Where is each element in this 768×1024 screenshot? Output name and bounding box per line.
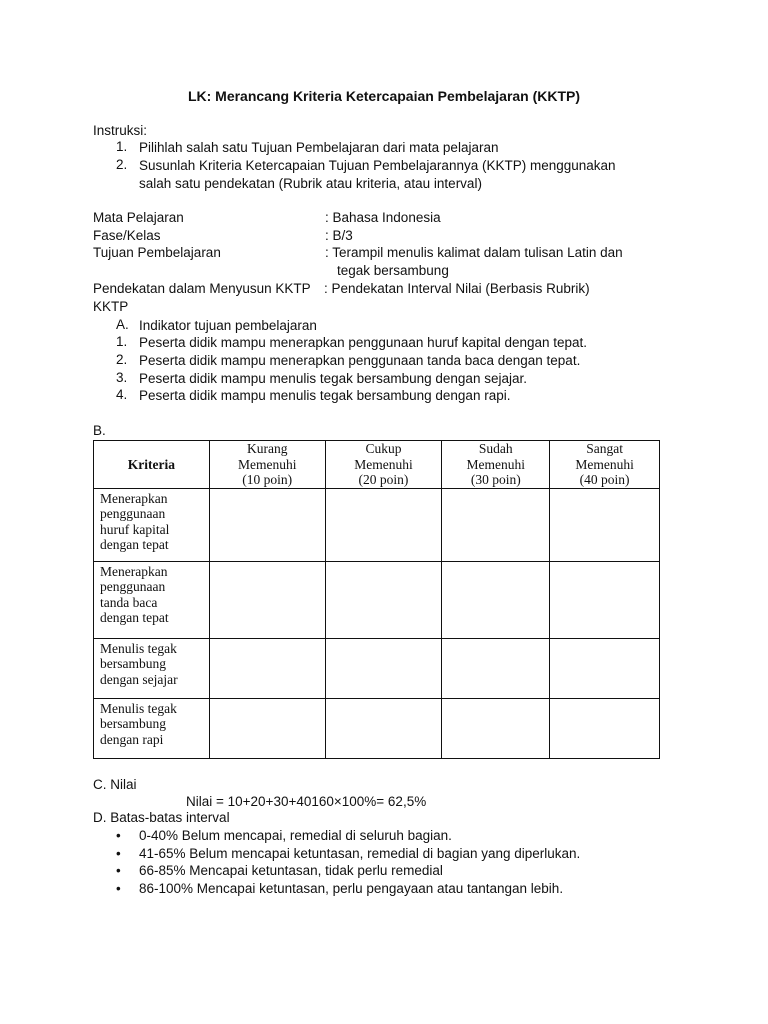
document-title: LK: Merancang Kriteria Ketercapaian Pembelajaran (KKTP) [187,88,581,104]
fase-label: Fase/Kelas [93,228,161,243]
table-row [94,698,660,758]
instruksi-item-continued: salah satu pendekatan (Rubrik atau kriteria, atau interval) [139,176,482,191]
indicator-item: Peserta didik mampu menulis tegak bersambung dengan rapi. [139,388,511,403]
table-row [94,488,660,561]
header-level-sudah: Sudah Memenuhi (30 poin) [442,441,550,489]
criteria-cell: Menulis tegak bersambung dengan sejajar [94,638,210,698]
score-cell[interactable] [325,488,442,561]
criteria-cell: Menerapkan penggunaan tanda baca dengan tepat [94,561,210,638]
tp-label: Tujuan Pembelajaran [93,245,221,260]
score-cell[interactable] [209,561,325,638]
section-a-number: A. [116,317,129,332]
score-cell[interactable] [550,698,660,758]
bullet-icon: • [116,863,121,878]
table-row [94,561,660,638]
header-level-sangat: Sangat Memenuhi (40 poin) [550,441,660,489]
instruksi-item: Pilihlah salah satu Tujuan Pembelajaran dari mata pelajaran [139,140,499,155]
interval-item: 86-100% Mencapai ketuntasan, perlu pengayaan atau tantangan lebih. [139,881,564,896]
score-cell[interactable] [209,488,325,561]
pendekatan-value: : Pendekatan Interval Nilai (Berbasis Rubrik) [324,281,590,296]
header-level-cukup: Cukup Memenuhi (20 poin) [325,441,442,489]
interval-item: 0-40% Belum mencapai, remedial di seluruh bagian. [139,828,452,843]
score-cell[interactable] [550,561,660,638]
bullet-icon: • [116,846,121,861]
indicator-item: Peserta didik mampu menerapkan penggunaan huruf kapital dengan tepat. [139,335,588,350]
rubric-header-row [94,441,660,489]
table-row [94,638,660,698]
header-kriteria: Kriteria [94,441,210,489]
indicator-item: Peserta didik mampu menerapkan penggunaan tanda baca dengan tepat. [139,353,581,368]
instruksi-label: Instruksi: [93,123,148,138]
bullet-icon: • [116,828,121,843]
rubric-table [93,440,660,759]
interval-item: 41-65% Belum mencapai ketuntasan, remedial di bagian yang diperlukan. [139,846,581,861]
mapel-label: Mata Pelajaran [93,210,184,225]
bullet-icon: • [116,881,121,896]
indicator-number: 1. [116,334,128,349]
score-cell[interactable] [325,698,442,758]
score-cell[interactable] [442,698,550,758]
header-level-kurang: Kurang Memenuhi (10 poin) [209,441,325,489]
score-cell[interactable] [209,698,325,758]
section-c-label: C. Nilai [93,777,137,792]
interval-item: 66-85% Mencapai ketuntasan, tidak perlu remedial [139,863,443,878]
indicator-number: 4. [116,387,128,402]
criteria-cell: Menulis tegak bersambung dengan rapi [94,698,210,758]
section-d-label: D. Batas-batas interval [93,810,230,825]
score-cell[interactable] [325,638,442,698]
criteria-cell: Menerapkan penggunaan huruf kapital dengan tepat [94,488,210,561]
indicator-number: 3. [116,370,128,385]
indicator-number: 2. [116,352,128,367]
tp-value: : Terampil menulis kalimat dalam tulisan Latin dan [325,245,623,260]
score-cell[interactable] [550,488,660,561]
section-b-label: B. [93,423,106,438]
score-cell[interactable] [550,638,660,698]
score-cell[interactable] [325,561,442,638]
indicator-item: Peserta didik mampu menulis tegak bersambung dengan sejajar. [139,371,527,386]
score-cell[interactable] [442,638,550,698]
section-a-text: Indikator tujuan pembelajaran [139,318,317,333]
score-cell[interactable] [442,561,550,638]
instruksi-item: Susunlah Kriteria Ketercapaian Tujuan Pembelajarannya (KKTP) menggunakan [139,158,616,173]
instruksi-number: 1. [116,139,128,154]
score-cell[interactable] [442,488,550,561]
tp-value-continued: tegak bersambung [337,263,449,278]
score-cell[interactable] [209,638,325,698]
pendekatan-label: Pendekatan dalam Menyusun KKTP [93,281,311,296]
kktp-label: KKTP [93,299,129,314]
mapel-value: : Bahasa Indonesia [325,210,441,225]
instruksi-number: 2. [116,157,128,172]
nilai-formula: Nilai = 10+20+30+40160×100%= 62,5% [186,794,427,809]
fase-value: : B/3 [325,228,353,243]
